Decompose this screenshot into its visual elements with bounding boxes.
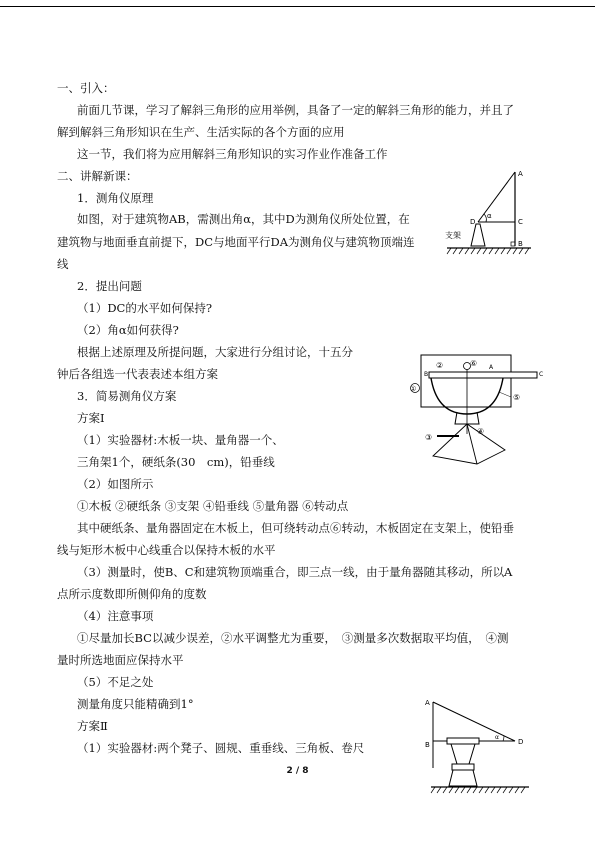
paragraph-line: （4）注意事项: [77, 609, 154, 623]
fig2-label-strip: ②: [436, 361, 444, 370]
paragraph-line: 量时所选地面应保持水平: [57, 653, 184, 667]
paragraph-line: 这一节，我们将为应用解斜三角形知识的实习作业作准备工作: [77, 147, 388, 161]
paragraph-line: 线与矩形木板中心线重合以保持木板的水平: [57, 543, 276, 557]
fig2-label-protractor: ⑤: [513, 393, 521, 402]
subheading: 3．简易测角仪方案: [77, 389, 177, 403]
plan-title: 方案Ⅱ: [77, 719, 108, 733]
fig1-label-c: C: [518, 218, 523, 226]
fig1-label-d: D: [470, 218, 476, 226]
paragraph-line: 其中硬纸条、量角器固定在木板上，但可绕转动点⑥转动，木板固定在支架上，使铅垂: [77, 521, 514, 535]
subheading: 2．提出问题: [77, 279, 142, 293]
fig2-label-a: A: [489, 364, 494, 371]
page-number: 2 / 8: [286, 766, 309, 776]
section-heading-intro: 一、引入：: [57, 81, 115, 95]
paragraph-line: ①尽量加长BC以减少误差，②水平调整尤为重要， ③测量多次数据取平均值， ④测: [77, 631, 509, 645]
question-line: （2）角α如何获得?: [77, 323, 179, 337]
fig2-label-stand: ③: [425, 433, 433, 442]
fig3-label-alpha: α: [495, 734, 499, 741]
fig1-label-stand: 支架: [445, 231, 461, 240]
paragraph-line: 前面几节课，学习了解斜三角形的应用举例，具备了一定的解斜三角形的能力，并且了: [77, 103, 514, 117]
paragraph-line: 点所示度数即所侧仰角的度数: [57, 587, 207, 601]
paragraph-line: 解到解斜三角形知识在生产、生活实际的各个方面的应用: [57, 125, 345, 139]
paragraph-line: （3）测量时，使B、C和建筑物顶端重合，即三点一线，由于量角器随其移动，所以A: [77, 565, 513, 579]
fig1-label-b: B: [518, 240, 523, 248]
fig2-label-c: C: [539, 371, 544, 378]
subheading: 1．测角仪原理: [77, 191, 154, 205]
fig2-label-b: B: [424, 371, 429, 378]
paragraph-line: 三角架1个，硬纸条(30 cm)，铅垂线: [77, 455, 275, 469]
plan-title: 方案Ⅰ: [77, 411, 105, 425]
fig3-label-a: A: [425, 699, 430, 707]
figure-angle-principle: [445, 166, 535, 261]
paragraph-line: 测量角度只能精确到1°: [77, 697, 194, 711]
paragraph-line: （1）实验器材:两个凳子、圆规、重垂线、三角板、卷尺: [77, 741, 365, 755]
figure-instrument-plan-2: [425, 694, 535, 800]
paragraph-line: 根据上述原理及所提问题，大家进行分组讨论，十五分: [77, 345, 353, 359]
section-heading-new-lesson: 二、讲解新课：: [57, 169, 138, 183]
paragraph-line: ①木板 ②硬纸条 ③支架 ④铅垂线 ⑤量角器 ⑥转动点: [77, 499, 349, 513]
paragraph-line: （1）实验器材:木板一块、量角器一个、: [77, 433, 284, 447]
question-line: （1）DC的水平如何保持?: [77, 301, 213, 315]
paragraph-line: （5）不足之处: [77, 675, 154, 689]
paragraph-line: （2）如图所示: [77, 477, 154, 491]
paragraph-line: 线: [57, 257, 69, 271]
fig2-label-board: ①: [410, 385, 417, 393]
fig2-label-pivot: ⑥: [470, 359, 478, 368]
header-rule: [0, 6, 595, 7]
paragraph-line: 如图，对于建筑物AB，需测出角α，其中D为测角仪所处位置，在: [77, 212, 410, 226]
paragraph-line: 建筑物与地面垂直前提下，DC与地面平行DA为测角仪与建筑物顶端连: [57, 235, 415, 249]
fig3-label-d: D: [518, 738, 524, 746]
paragraph-line: 钟后各组选一代表表述本组方案: [57, 367, 218, 381]
fig3-label-b: B: [425, 741, 430, 749]
figure-instrument-plan-1: [407, 352, 547, 470]
fig1-label-a: A: [518, 170, 523, 178]
fig1-label-alpha: α: [487, 212, 492, 220]
fig2-label-plumb: ④: [477, 427, 485, 436]
